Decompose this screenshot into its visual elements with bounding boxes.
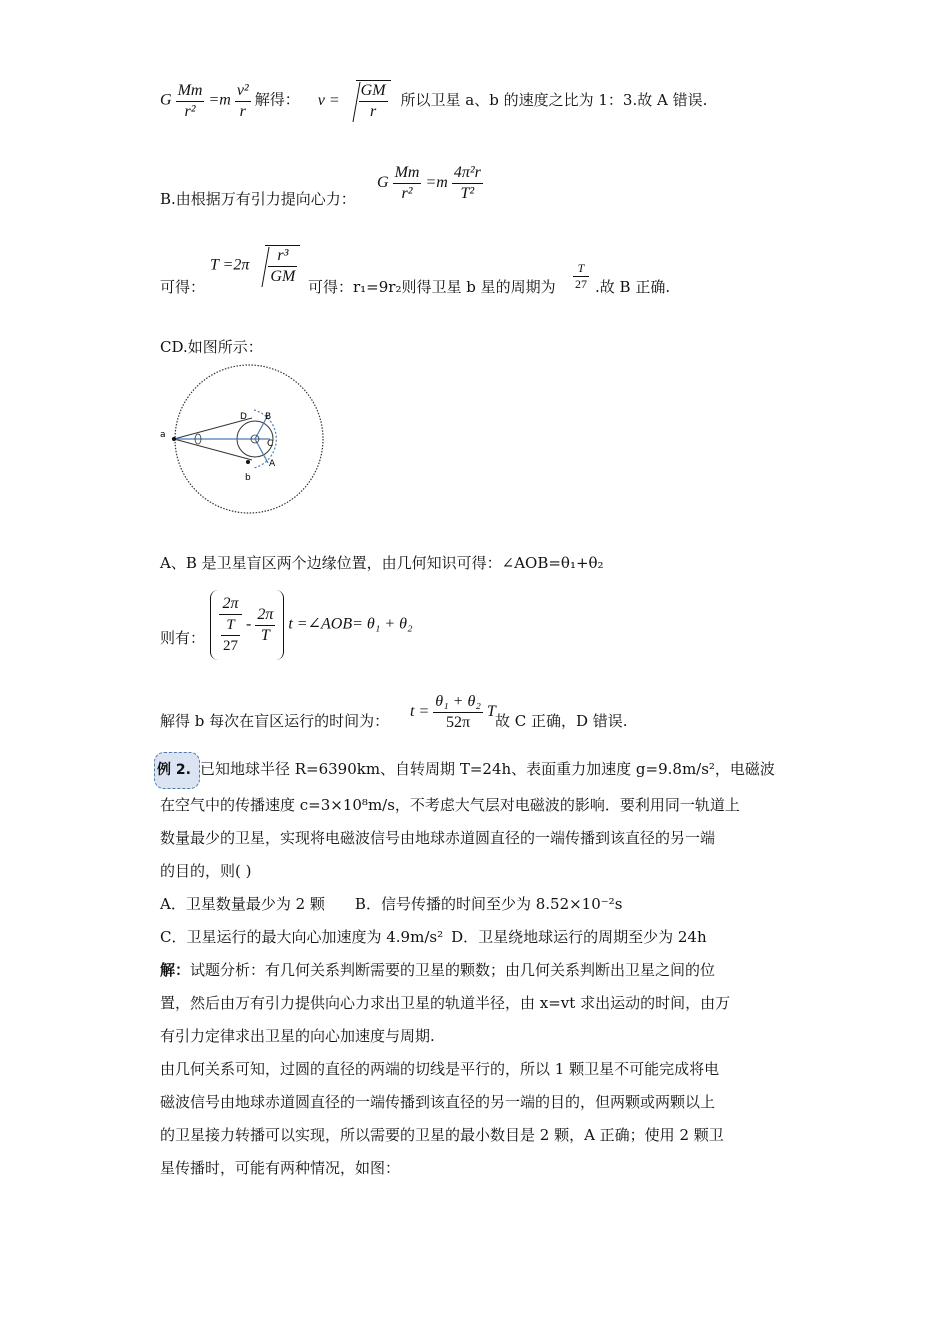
formula-line-b: [377, 163, 483, 204]
numerator: 2π: [219, 594, 242, 615]
solution-line-2: 置，然后由万有引力提供向心力求出卫星的轨道半径，由 x=vt 求出运动的时间，由万: [160, 994, 731, 1012]
fraction-4pi2r-t2: [452, 163, 483, 204]
numerator: Mm: [393, 163, 422, 184]
denominator: T²: [460, 185, 475, 202]
symbol-t: t =: [410, 703, 430, 721]
numerator: T: [221, 615, 240, 636]
symbol-v: v =: [317, 91, 340, 109]
label-b: b: [245, 473, 251, 483]
solution-line-1: [160, 954, 790, 987]
question-line-3: 数量最少的卫星，实现将电磁波信号由地球赤道圆直径的一端传播到该直径的另一端: [160, 829, 716, 847]
question-line-2: 在空气中的传播速度 c=3×10⁸m/s，不考虑大气层对电磁波的影响．要利用同一轨道上: [160, 796, 740, 814]
line-c-mid: 可得：r₁=9r₂则得卫星 b 星的周期为: [308, 278, 556, 296]
solution-text-1: 试题分析：有几何关系判断需要的卫星的颗数；由几何关系判断出卫星之间的位: [190, 961, 716, 979]
solution-line-4: 由几何关系可知，过圆的直径的两端的切线是平行的，所以 1 颗卫星不可能完成将电: [160, 1060, 720, 1078]
point-a: [172, 437, 176, 441]
denominator: 52π: [446, 714, 471, 731]
numerator: 2π: [255, 605, 275, 626]
symbol-g: G: [377, 174, 389, 192]
line-solve-pre: 解得 b 每次在盲区运行的时间为：: [160, 712, 390, 730]
question-text-1: 已知地球半径 R=6390km、自转周期 T=24h、表面重力加速度 g=9.8m/s²，电磁波: [199, 760, 775, 778]
example-badge: 例 2.: [154, 752, 200, 789]
label-upper-d: D: [240, 412, 247, 422]
formula-period: [210, 245, 300, 287]
solution-line-3: 有引力定律求出卫星的向心加速度与周期.: [160, 1027, 435, 1045]
question-line-1: [157, 752, 790, 789]
option-a: A．卫星数量最少为 2 颗: [160, 895, 325, 913]
numerator: Mm: [176, 81, 205, 102]
angle-equation: t =∠AOB= θ₁ + θ₂: [288, 615, 413, 633]
solution-line-5: 磁波信号由地球赤道圆直径的一端传播到该直径的另一端的目的，但两颗或两颗以上: [160, 1093, 716, 1111]
parenthesis-group: [210, 590, 284, 660]
formula-angle: [210, 590, 413, 660]
equals-m: =m: [425, 174, 448, 192]
option-c: C．卫星运行的最大向心加速度为 4.9m/s²: [160, 928, 444, 946]
line-c-pre: 可得：: [160, 278, 206, 296]
line-c-tail: .故 B 正确.: [595, 278, 671, 296]
numerator: v²: [235, 81, 251, 102]
sqrt-r3-gm: [253, 245, 300, 287]
minus-sign: -: [246, 615, 252, 633]
label-a: a: [160, 430, 166, 440]
denominator: r: [239, 102, 246, 120]
fraction-mm-r2: [393, 163, 422, 204]
symbol-g: G: [160, 91, 172, 109]
line-a-conclusion: 所以卫星 a、b 的速度之比为 1：3.故 A 错误.: [400, 90, 708, 109]
fraction-mm-r2: [176, 81, 205, 122]
option-d: D．卫星绕地球运行的周期至少为 24h: [451, 928, 707, 946]
fraction-t-27: [573, 261, 589, 292]
fraction-2pi-t: [255, 605, 275, 646]
denominator: GM: [270, 268, 296, 285]
formula-time: [410, 692, 496, 733]
solution-label: 解：: [160, 961, 191, 979]
example-2-question: [157, 752, 790, 1185]
line-cd: CD.如图所示：: [160, 338, 263, 356]
question-line-4: 的目的，则( ): [160, 862, 252, 880]
symbol-period: T: [486, 703, 496, 721]
equals-m: =m: [208, 91, 231, 109]
numerator: T: [573, 261, 589, 277]
line-then-pre: 则有：: [160, 629, 206, 647]
denominator: T: [260, 626, 270, 644]
numerator: r³: [268, 246, 297, 267]
point-b: [246, 460, 250, 464]
solution-line-7: 星传播时，可能有两种情况，如图：: [160, 1159, 401, 1177]
blind-zone-diagram: [150, 362, 340, 522]
numerator: GM: [359, 81, 388, 102]
option-b: B．信号传播的时间至少为 8.52×10⁻²s: [354, 895, 623, 913]
denominator: 27: [223, 638, 238, 654]
denominator: r²: [184, 102, 196, 120]
fraction-theta-52pi: [433, 692, 483, 733]
line-ab-edges: A、B 是卫星盲区两个边缘位置，由几何知识可得：∠AOB=θ₁+θ₂: [160, 554, 604, 572]
label-upper-c: C: [267, 439, 274, 449]
denominator: r²: [401, 185, 413, 202]
line-b-text: B.由根据万有引力提向心力：: [160, 190, 356, 208]
formula-line-a: [160, 80, 707, 122]
line-solve-tail: 故 C 正确，D 错误.: [495, 712, 628, 730]
numerator: 4π²r: [452, 163, 483, 184]
denominator: 27: [575, 277, 587, 291]
label-upper-a: A: [269, 459, 276, 469]
options-row-1: [160, 888, 790, 921]
label-upper-b: B: [265, 412, 272, 422]
fraction-v2-r: [235, 81, 251, 122]
sqrt-gm-r: [344, 80, 391, 122]
symbol-t: T =2π: [210, 256, 250, 274]
solution-line-6: 的卫星接力转播可以实现，所以需要的卫星的最小数目是 2 颗，A 正确；使用 2 颗卫: [160, 1126, 724, 1144]
solve-label: 解得：: [254, 90, 300, 109]
fraction-2pi-t27: [219, 594, 242, 656]
numerator: θ₁ + θ₂: [433, 692, 483, 713]
options-row-2: [160, 921, 790, 954]
denominator: r: [369, 103, 377, 120]
